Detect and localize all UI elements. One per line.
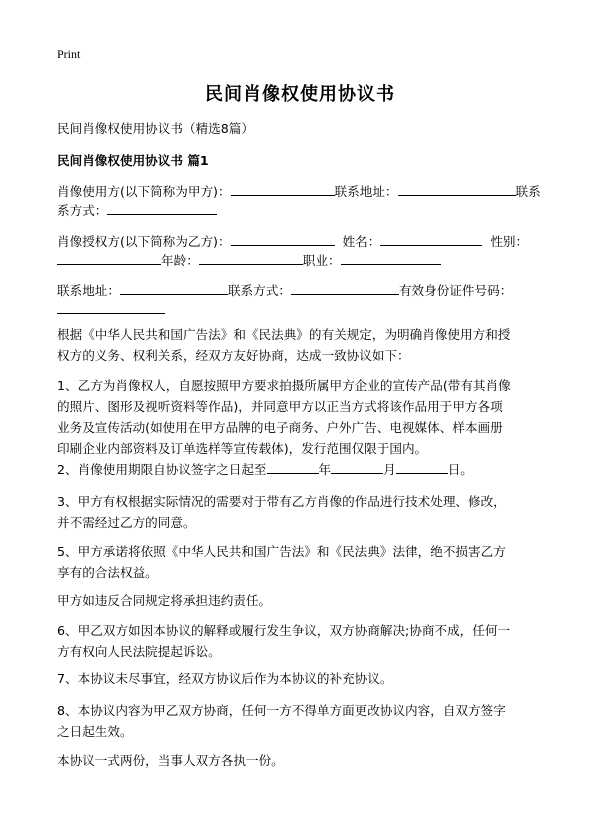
clause-1-line: 1、乙方为肖像权人，自愿按照甲方要求拍摄所属甲方企业的宣传产品(带有其肖像	[57, 378, 511, 393]
party-a-contact-label-1: 联系	[515, 184, 541, 199]
party-b-address-label: 联系地址：	[57, 283, 120, 298]
party-a-address-label: 联系地址：	[334, 184, 398, 199]
clause-2-day-label: 日。	[447, 462, 473, 477]
print-label[interactable]: Print	[57, 47, 81, 61]
party-b-name-label: 姓名：	[342, 234, 381, 249]
intro-paragraph	[57, 324, 552, 366]
clause-1-line: 业务及宣传活动(如使用在甲方品牌的电子商务、户外广告、电视媒体、样本画册	[57, 420, 503, 435]
clause-6	[57, 620, 552, 662]
party-a-line-1	[57, 181, 557, 202]
party-b-age-label: 年龄：	[161, 253, 199, 268]
party-a-address-blank[interactable]	[398, 182, 516, 196]
clause-2-prefix: 2、肖像使用期限自协议签字之日起至	[57, 462, 267, 477]
clause-3-line: 并不需经过乙方的同意。	[57, 515, 196, 530]
clause-2-month-blank[interactable]	[331, 460, 383, 474]
liability-note: 甲方如违反合同规定将承担违约责任。	[57, 593, 272, 608]
clause-8	[57, 700, 552, 742]
clause-5	[57, 541, 552, 583]
clause-1-line: 的照片、图形及视听资料等作品)，并同意甲方以正当方式将该作品用于甲方各项	[57, 399, 503, 414]
clause-3-line: 3、甲方有权根据实际情况的需要对于带有乙方肖像的作品进行技术处理、修改，	[57, 494, 506, 509]
clause-2-month-label: 月	[383, 462, 396, 477]
party-b-line-2	[57, 250, 557, 271]
party-b-job-blank[interactable]	[341, 251, 441, 265]
party-b-line-1	[57, 231, 557, 252]
clause-5-line: 5、甲方承诺将依照《中华人民共和国广告法》和《民法典》法律，绝不损害乙方	[57, 544, 506, 559]
party-b-gender-label: 性别：	[490, 234, 529, 249]
party-a-line-2	[57, 200, 557, 221]
intro-line: 权方的义务、权利关系，经双方友好协商，达成一致协议如下：	[57, 348, 410, 363]
clause-6-line: 方有权向人民法院提起诉讼。	[57, 644, 221, 659]
clause-8-line: 8、本协议内容为甲乙双方协商，任何一方不得单方面更改协议内容，自双方签字	[57, 703, 506, 718]
party-b-owner-blank[interactable]	[231, 232, 335, 246]
party-b-age-blank[interactable]	[199, 251, 303, 265]
party-a-user-blank[interactable]	[231, 182, 335, 196]
clause-2-year-label: 年	[318, 462, 332, 477]
page-title: 民间肖像权使用协议书	[205, 84, 395, 105]
clause-5-line: 享有的合法权益。	[57, 565, 158, 580]
clause-8-line: 之日起生效。	[57, 724, 133, 739]
party-b-id-blank[interactable]	[57, 300, 165, 314]
intro-line: 根据《中华人民共和国广告法》和《民法典》的有关规定，为明确肖像使用方和授	[57, 327, 511, 342]
party-b-contact-blank[interactable]	[291, 281, 399, 295]
party-a-contact-label-2: 系方式：	[57, 203, 108, 218]
clause-7: 7、本协议未尽事宜，经双方协议后作为本协议的补充协议。	[57, 671, 393, 686]
party-b-name-blank[interactable]	[380, 232, 482, 246]
clause-2-day-blank[interactable]	[396, 460, 448, 474]
party-b-line-3	[57, 280, 557, 301]
clause-1-line: 印刷企业内部资料及订单选样等宣传载体)，发行范围仅限于国内。	[57, 441, 428, 456]
clause-6-line: 6、甲乙双方如因本协议的解释或履行发生争议，双方协商解决;协商不成，任何一	[57, 623, 511, 638]
party-b-job-label: 职业：	[302, 253, 341, 268]
party-b-contact-label: 联系方式：	[227, 283, 291, 298]
copies-note: 本协议一式两份，当事人双方各执一份。	[57, 753, 284, 768]
party-a-contact-blank[interactable]	[107, 201, 217, 215]
clause-3	[57, 491, 552, 533]
party-b-line-4	[57, 299, 557, 320]
section-heading: 民间肖像权使用协议书 篇1	[57, 153, 209, 168]
clause-2	[57, 459, 557, 480]
subtitle: 民间肖像权使用协议书（精选8篇）	[57, 121, 254, 136]
party-a-user-label: 肖像使用方(以下简称为甲方)：	[57, 184, 231, 199]
party-b-address-blank[interactable]	[120, 281, 228, 295]
party-b-owner-label: 肖像授权方(以下简称为乙方)：	[57, 234, 231, 249]
party-b-gender-blank[interactable]	[57, 251, 161, 265]
party-b-id-label: 有效身份证件号码：	[398, 283, 513, 298]
clause-1	[57, 375, 552, 459]
clause-2-year-blank[interactable]	[267, 460, 319, 474]
